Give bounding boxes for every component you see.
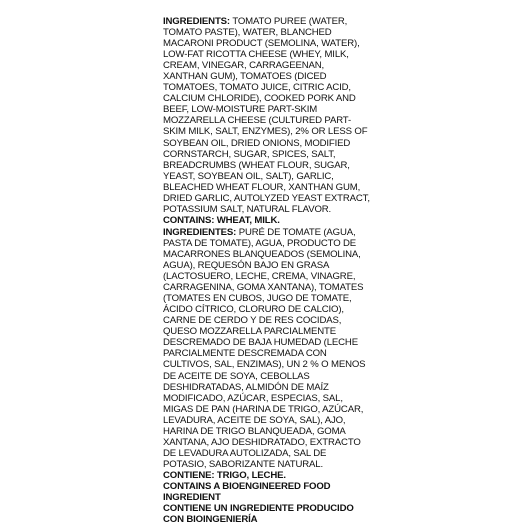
english-ingredients [163,16,371,215]
english-allergen-statement: CONTAINS: WHEAT, MILK. [163,214,280,226]
spanish-allergen-statement: CONTIENE: TRIGO, LECHE. [163,469,286,481]
bioengineered-statement-spanish-line-2: CON BIOINGENIERÍA [163,514,258,526]
spanish-ingredients [163,227,371,470]
ingredients-label-panel [163,16,371,525]
english-ingredients-heading: INGREDIENTS: [163,16,230,27]
bioengineered-statement-spanish-line-1: CONTIENE UN INGREDIENTE PRODUCIDO [163,503,354,515]
spanish-ingredients-text: PURÉ DE TOMATE (AGUA, PASTA DE TOMATE), AGUA, PRODUCTO DE MACARRONES BLANQUEADOS (SEMOLINA, AGUA), REQUESÓN BAJO EN GRASA (LACTOSUERO, LECHE, CREMA, VINAGRE, CARRAGENINA, GOMA XANTANA), TOMATES (TOMATES EN CUBOS, JUGO DE TOMATE, ÁCIDO CÍTRICO, CLORURO DE CALCIO), CARNE DE CERDO Y DE RES COCIDAS, QUESO MOZZARELLA PARCIALMENTE DESCREMADO DE BAJA HUMEDAD (LECHE PARCIALMENTE DESCREMADA CON CULTIVOS, SAL, ENZIMAS), UN 2 % O MENOS DE ACEITE DE SOYA, CEBOLLAS DESHIDRATADAS, ALMIDÓN DE MAÍZ MODIFICADO, AZÚCAR, ESPECIAS, SAL, MIGAS DE PAN (HARINA DE TRIGO, AZÚCAR, LEVADURA, ACEITE DE SOYA, SAL), AJO, HARINA DE TRIGO BLANQUEADA, GOMA XANTANA, AJO DESHIDRATADO, EXTRACTO DE LEVADURA AUTOLIZADA, SAL DE POTASIO, SABORIZANTE NATURAL. [163,226,366,470]
spanish-ingredients-heading: INGREDIENTES: [163,226,237,238]
english-ingredients-text: TOMATO PUREE (WATER, TOMATO PASTE), WATER, BLANCHED MACARONI PRODUCT (SEMOLINA, WATER), LOW-FAT RICOTTA CHEESE (WHEY, MILK, CREAM, VINEGAR, CARRAGEENAN, XANTHAN GUM), TOMATOES (DICED TOMATOES, TOMATO JUICE, CITRIC ACID, CALCIUM CHLORIDE), COOKED PORK AND BEEF, LOW-MOISTURE PART-SKIM MOZZARELLA CHEESE (CULTURED PART-SKIM MILK, SALT, ENZYMES), 2% OR LESS OF SOYBEAN OIL, DRIED ONIONS, MODIFIED CORNSTARCH, SUGAR, SPICES, SALT, BREADCRUMBS (WHEAT FLOUR, SUGAR, YEAST, SOYBEAN OIL, SALT), GARLIC, BLEACHED WHEAT FLOUR, XANTHAN GUM, DRIED GARLIC, AUTOLYZED YEAST EXTRACT, POTASSIUM SALT, NATURAL FLAVOR. [163,16,370,215]
bioengineered-statement-english: CONTAINS A BIOENGINEERED FOOD INGREDIENT [163,480,331,504]
